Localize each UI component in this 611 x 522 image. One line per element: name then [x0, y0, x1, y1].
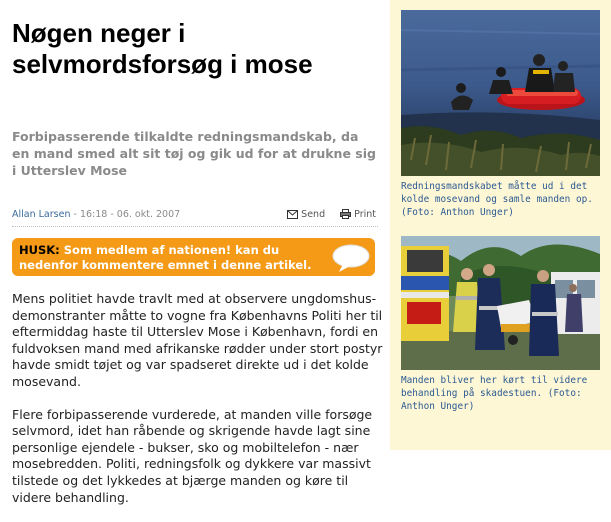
byline	[12, 209, 382, 225]
husk-label: HUSK:	[19, 243, 60, 257]
article-subheadline: Forbipasserende tilkaldte redningsmandskab, da en mand smed alt sit tøj og gik ud for at drukne sig i Utterslev Mose	[12, 129, 376, 178]
envelope-icon	[287, 210, 298, 219]
photo-caption: Manden bliver her kørt til videre behandling på skadestuen. (Foto: Anthon Unger)	[401, 375, 588, 412]
byline-divider	[12, 226, 378, 227]
printer-icon	[340, 209, 351, 219]
send-button[interactable]	[287, 209, 328, 220]
ambulance-stretcher-photo[interactable]	[401, 236, 600, 370]
photo-sidebar	[390, 0, 611, 450]
article-body	[12, 291, 384, 522]
comment-notice-banner[interactable]	[12, 238, 375, 276]
comment-notice-text	[19, 243, 329, 273]
print-label: Print	[354, 209, 376, 220]
photo-caption: Redningsmandskabet måtte ud i det kolde mosevand og samle manden op. (Foto: Anthon Unger)	[401, 181, 593, 218]
paragraph: Mens politiet havde travlt med at observere ungdomshus-demonstranter måtte to vogne fra Københavns Politi her til eftermiddag haste til Utterslev Mose i København, fordi en fuldvoksen mand med afrikanske rødder under stort postyr havde smidt tøjet og var spadseret direkte ud i det kolde mosevand.	[12, 291, 383, 389]
husk-message: Som medlem af nationen! kan du nedenfor kommentere emnet i denne artikel.	[19, 243, 312, 272]
send-label: Send	[301, 209, 326, 220]
article-tools	[275, 209, 376, 220]
print-button[interactable]	[340, 209, 376, 220]
speech-bubble-icon	[331, 243, 371, 273]
paragraph: Flere forbipasserende vurderede, at manden ville forsøge selvmord, idet han råbende og skrigende havde lagt sine personlige ejendele - bukser, sko og mobiltelefon - nær mosebredden. Politi, redningsfolk og dykkere var massivt tilstede og det lykkedes at bjærge manden og køre til videre behandling.	[12, 406, 373, 505]
timestamp: - 16:18 - 06. okt. 2007	[70, 209, 181, 220]
article-headline: Nøgen neger i selvmordsforsøg i mose	[12, 18, 313, 79]
rescue-boat-photo[interactable]	[401, 10, 600, 176]
author-link[interactable]: Allan Larsen	[12, 209, 71, 220]
